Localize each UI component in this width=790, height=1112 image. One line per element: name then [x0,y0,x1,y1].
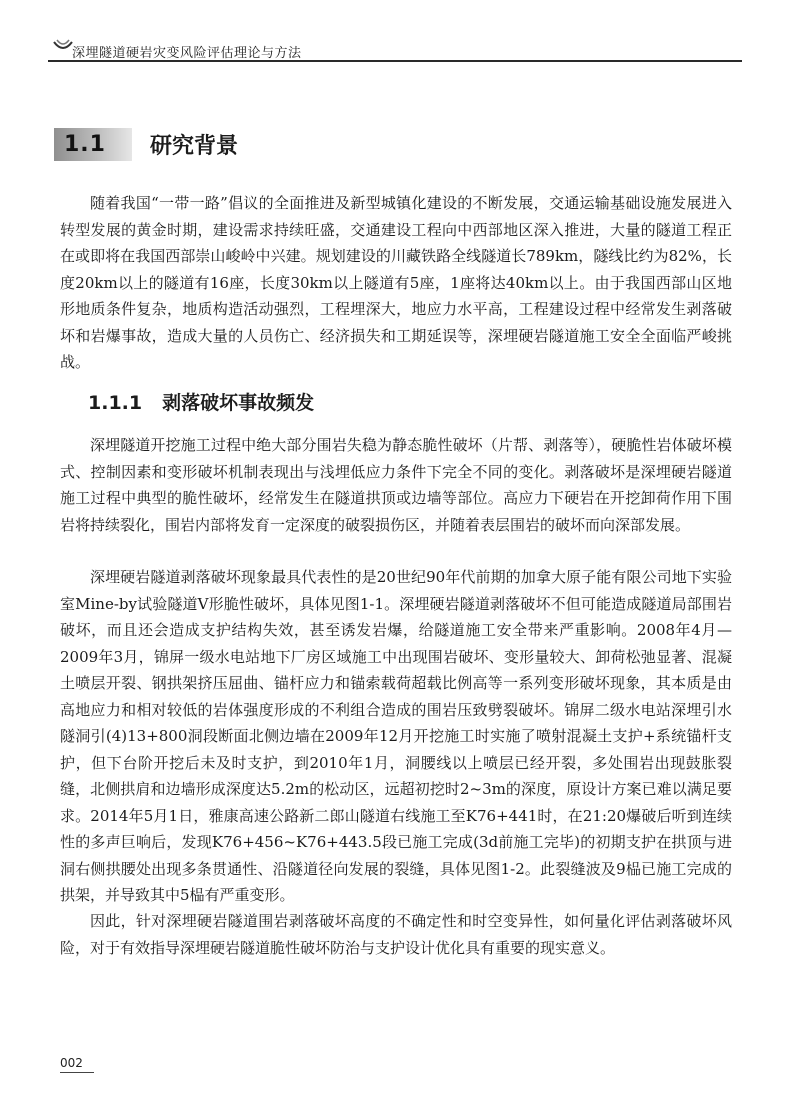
subsection-number: 1.1.1 [88,392,143,414]
page-number: 002 [60,1056,83,1070]
body-paragraph-3: 因此，针对深埋硬岩隧道围岩剥落破坏高度的不确定性和时空变异性，如何量化评估剥落破坏风险，对于有效指导深埋硬岩隧道脆性破坏防治与支护设计优化具有重要的现实意义。 [60,912,732,957]
body-paragraph-1: 深埋隧道开挖施工过程中绝大部分围岩失稳为静态脆性破坏（片帮、剥落等），硬脆性岩体破坏模式、控制因素和变形破坏机制表现出与浅埋低应力条件下完全不同的变化。剥落破坏是深埋硬岩隧道施工过程中典型的脆性破坏，经常发生在隧道拱顶或边墙等部位。高应力下硬岩在开挖卸荷作用下围岩将持续裂化，围岩内部将发育一定深度的破裂损伤区，并随着表层围岩的破坏而向深部发展。 [60,436,732,534]
header-rule [48,60,742,62]
subsection-title: 剥落破坏事故频发 [162,392,315,414]
subsection-heading [88,388,314,415]
running-header: 深埋隧道硬岩灾变风险评估理论与方法 [72,46,302,61]
intro-paragraph: 随着我国“一带一路”倡议的全面推进及新型城镇化建设的不断发展，交通运输基础设施发展进入转型发展的黄金时期，建设需求持续旺盛，交通建设工程向中西部地区深入推进，大量的隧道工程正在或即将在我国西部崇山峻岭中兴建。规划建设的川藏铁路全线隧道长789km，隧线比约为82%，长度20km以上的隧道有16座，长度30km以上隧道有5座，1座将达40km以上。由于我国西部山区地形地质条件复杂，地质构造活动强烈，工程埋深大，地应力水平高，工程建设过程中经常发生剥落破坏和岩爆事故，造成大量的人员伤亡、经济损失和工期延误等，深埋硬岩隧道施工安全全面临严峻挑战。 [60,194,732,371]
section-heading [54,124,238,164]
section-title: 研究背景 [149,133,238,159]
body-paragraph-2: 深埋硬岩隧道剥落破坏现象最具代表性的是20世纪90年代前期的加拿大原子能有限公司地下实验室Mine-by试验隧道V形脆性破坏，具体见图1-1。深埋硬岩隧道剥落破坏不但可能造成隧道局部围岩破坏，而且还会造成支护结构失效，甚至诱发岩爆，给隧道施工安全带来严重影响。2008年4月—2009年3月，锦屏一级水电站地下厂房区域施工中出现围岩破坏、变形量较大、卸荷松弛显著、混凝土喷层开裂、钢拱架挤压屈曲、锚杆应力和锚索载荷超载比例高等一系列变形破坏现象，其本质是由高地应力和相对较低的岩体强度形成的不利组合造成的围岩压致劈裂破坏。锦屏二级水电站深埋引水隧洞引(4)13+800洞段断面北侧边墙在2009年12月开挖施工时实施了喷射混凝土支护+系统锚杆支护，但下台阶开挖后未及时支护，到2010年1月，洞腰线以上喷层已经开裂，多处围岩出现鼓胀裂缝，北侧拱肩和边墙形成深度达5.2m的松动区，远超初挖时2~3m的深度，原设计方案已难以满足要求。2014年5月1日，雅康高速公路新二郎山隧道右线施工至K76+441时，在21:20爆破后听到连续性的多声巨响后，发现K76+456~K76+443.5段已施工完成(3d前施工完毕)的初期支护在拱顶与进洞右侧拱腰处出现多条贯通性、沿隧道径向发展的裂缝，具体见图1-2。此裂缝波及9榀已施工完成的拱架，并导致其中5榀有严重变形。 [60,568,732,904]
section-number: 1.1 [54,128,132,161]
page-number-rule [60,1072,94,1073]
header-ornament-icon [52,36,74,58]
